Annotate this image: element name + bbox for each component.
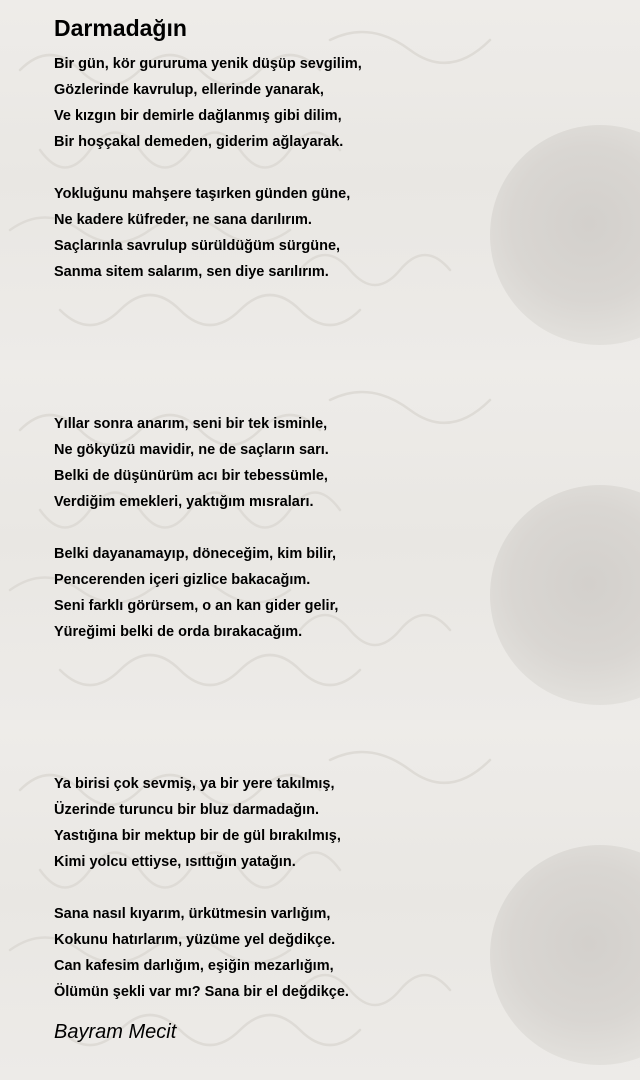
poem-line: Üzerinde turuncu bir bluz darmadağın.	[54, 802, 320, 818]
poem-line: Ve kızgın bir demirle dağlanmış gibi dilim,	[54, 108, 342, 124]
poem-line: Yüreğimi belki de orda bırakacağım.	[54, 624, 303, 640]
poem-line: Sanma sitem salarım, sen diye sarılırım.	[54, 264, 329, 280]
stanza-1	[54, 51, 362, 155]
poem-line: Bir gün, kör gururuma yenik düşüp sevgilim,	[54, 56, 362, 72]
stanza-6	[54, 901, 349, 1005]
poem-line: Ne gökyüzü mavidir, ne de saçların sarı.	[54, 442, 329, 458]
poem-line: Ne kadere küfreder, ne sana darılırım.	[54, 212, 312, 228]
poem-line: Gözlerinde kavrulup, ellerinde yanarak,	[54, 82, 324, 98]
poem-line: Ölümün şekli var mı? Sana bir el değdikçe.	[54, 984, 349, 1000]
poem-line: Kimi yolcu ettiyse, ısıttığın yatağın.	[54, 854, 296, 870]
poem-line: Verdiğim emekleri, yaktığım mısraları.	[54, 494, 314, 510]
poem-line: Pencerenden içeri gizlice bakacağım.	[54, 572, 311, 588]
poem-line: Sana nasıl kıyarım, ürkütmesin varlığım,	[54, 906, 331, 922]
poem-line: Can kafesim darlığım, eşiğin mezarlığım,	[54, 958, 334, 974]
poem-line: Yokluğunu mahşere taşırken günden güne,	[54, 186, 351, 202]
stanza-4	[54, 541, 338, 645]
poem-title: Darmadağın	[54, 15, 187, 41]
stanza-2	[54, 181, 350, 285]
poem-line: Belki dayanamayıp, döneceğim, kim bilir,	[54, 546, 337, 562]
poem-author: Bayram Mecit	[54, 1021, 177, 1043]
poem-line: Kokunu hatırlarım, yüzüme yel değdikçe.	[54, 932, 336, 948]
stanza-5	[54, 771, 341, 875]
poem-line: Ya birisi çok sevmiş, ya bir yere takılmış,	[54, 776, 335, 792]
poem-line: Saçlarınla savrulup sürüldüğüm sürgüne,	[54, 238, 341, 254]
stanza-3	[54, 411, 329, 515]
poem-line: Belki de düşünürüm acı bir tebessümle,	[54, 468, 328, 484]
poem-line: Yastığına bir mektup bir de gül bırakılmış,	[54, 828, 341, 844]
poem-line: Bir hoşçakal demeden, giderim ağlayarak.	[54, 134, 344, 150]
poem-line: Yıllar sonra anarım, seni bir tek isminle,	[54, 416, 328, 432]
poem-line: Seni farklı görürsem, o an kan gider gelir,	[54, 598, 339, 614]
